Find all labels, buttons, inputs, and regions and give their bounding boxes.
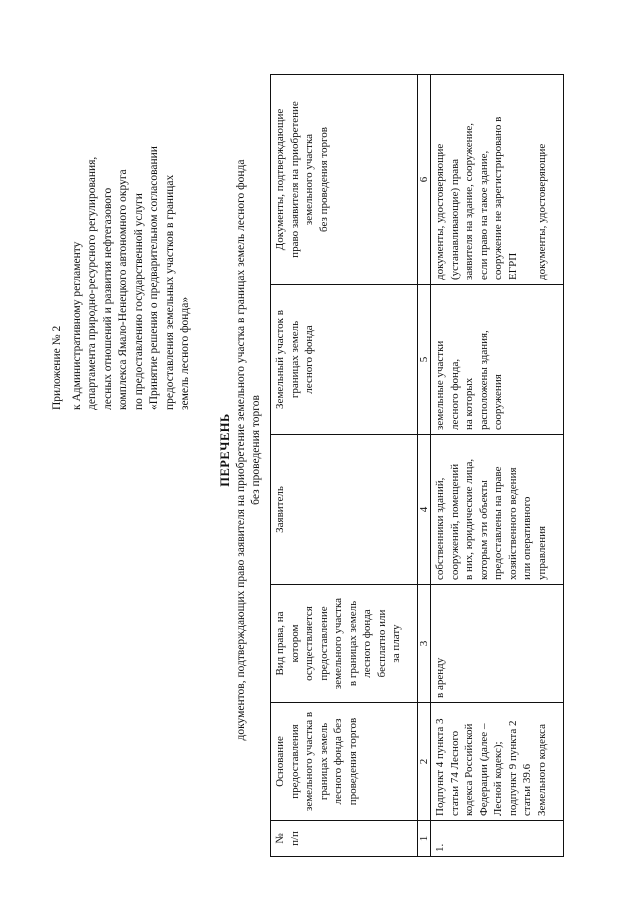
title-heading: ПЕРЕЧЕНЬ xyxy=(218,413,232,487)
appendix-line: «Принятие решения о предварительном согласовании xyxy=(148,146,160,410)
cell-text-line: Основание xyxy=(274,736,286,787)
title-line: без проведения торгов xyxy=(250,395,262,505)
cell-text-line: за плату xyxy=(390,624,402,663)
column-number-row xyxy=(418,75,431,857)
column-number: 1 xyxy=(418,821,431,857)
cell-text-line: (устанавливающие) права xyxy=(448,158,461,280)
cell-text-line: лесного фонда, xyxy=(448,358,461,430)
cell-text-line: п/п xyxy=(288,831,301,846)
cell-text-line: в границах земель xyxy=(346,600,359,687)
cell-text-line: земельного участка xyxy=(332,597,344,690)
cell-text-line: статьи 39.6 xyxy=(521,763,533,816)
cell-text-line: предоставлены на праве xyxy=(492,466,504,580)
appendix-line: к Административному регламенту xyxy=(70,241,83,410)
appendix-line: департамента природно-ресурсного регулирования, xyxy=(86,156,98,410)
cell-text-line: Заявитель xyxy=(274,486,286,533)
cell-text-line: сооружений, помещений xyxy=(448,463,461,580)
cell-text-line: право заявителя на приобретение xyxy=(288,101,301,258)
cell-text-line: лесного фонда xyxy=(303,325,315,394)
cell-text-line: Федерации (далее – xyxy=(477,723,490,816)
cell-text-line: Земельного кодекса xyxy=(535,723,548,816)
cell-text-line: ЕГРП xyxy=(506,252,519,280)
cell-text-line: хозяйственного ведения xyxy=(506,467,519,580)
cell-text-line: собственники зданий, xyxy=(434,477,446,580)
cell-text-line: котором xyxy=(288,624,301,663)
table-cell xyxy=(431,703,564,821)
cell-text-line: статьи 74 Лесного xyxy=(448,730,461,816)
cell-text-line: № xyxy=(274,833,286,844)
column-number: 4 xyxy=(418,435,431,585)
cell-text-line: проведения торгов xyxy=(346,717,359,806)
cell-text-line: или оперативного xyxy=(521,496,533,580)
appendix-line: предоставления земельных участков в границах xyxy=(163,174,176,410)
cell-text-line: Подпункт 4 пункта 3 xyxy=(434,718,446,816)
column-number: 3 xyxy=(418,585,431,703)
table-cell xyxy=(271,75,418,285)
appendix-number: Приложение № 2 xyxy=(51,325,63,410)
cell-text-line: управления xyxy=(535,525,548,580)
cell-text-line: лесного фонда xyxy=(361,609,373,678)
column-number: 6 xyxy=(418,75,431,285)
table-cell xyxy=(431,821,564,857)
cell-text-line: без проведения торгов xyxy=(317,127,330,232)
cell-text-line: документы, удостоверяющие xyxy=(434,143,446,280)
cell-text-line: Вид права, на xyxy=(274,611,286,676)
cell-text-line: земельного участка xyxy=(303,133,315,226)
appendix-line: лесных отношений и развития нефтегазового xyxy=(101,187,114,410)
table-cell xyxy=(271,703,418,821)
table-cell xyxy=(271,821,418,857)
appendix-block xyxy=(50,80,194,410)
cell-text-line: Земельный участок в xyxy=(274,310,286,409)
cell-text-line: документы, удостоверяющие xyxy=(535,143,548,280)
cell-text-line: кодекса Российской xyxy=(463,723,475,816)
column-number: 2 xyxy=(418,703,431,821)
table-cell xyxy=(271,435,418,585)
cell-text-line: лесного фонда без xyxy=(332,718,344,805)
cell-text-line: расположены здания, xyxy=(477,330,490,430)
cell-text-line: на которых xyxy=(463,377,475,430)
cell-text-line: осуществляется xyxy=(303,606,315,681)
table-row xyxy=(431,75,564,857)
documents-table xyxy=(270,74,564,857)
cell-text-line: предоставление xyxy=(317,606,330,681)
cell-text-line: земельные участки xyxy=(434,340,446,430)
table-header-row xyxy=(271,75,418,857)
cell-text-line: бесплатно или xyxy=(375,609,388,678)
table-cell xyxy=(431,585,564,703)
cell-text-line: заявителя на здание, сооружение, xyxy=(463,123,475,280)
table-cell xyxy=(431,435,564,585)
cell-text-line: Лесной кодекс); xyxy=(492,741,504,816)
cell-text-line: подпункт 9 пункта 2 xyxy=(506,720,519,816)
table-cell xyxy=(271,585,418,703)
table-cell xyxy=(431,75,564,285)
cell-text-line: границах земель xyxy=(288,320,301,399)
cell-text-line: Документы, подтверждающие xyxy=(274,108,286,251)
appendix-line: комплекса Ямало-Ненецкого автономного округа xyxy=(117,169,129,410)
column-number: 5 xyxy=(418,285,431,435)
cell-text-line: сооружение не зарегистрировано в xyxy=(492,116,504,280)
cell-text-line: если право на такое здание, xyxy=(477,150,490,280)
cell-text-line: 1. xyxy=(434,843,446,852)
cell-text-line: сооружения xyxy=(492,374,504,430)
table-cell xyxy=(431,285,564,435)
table-cell xyxy=(271,285,418,435)
cell-text-line: которым эти объекты xyxy=(477,480,490,580)
cell-text-line: земельного участка в xyxy=(303,711,315,812)
title-line: документов, подтверждающих право заявителя на приобретение земельного участка в границах земель лесного фонда xyxy=(235,159,247,741)
cell-text-line xyxy=(520,79,535,280)
cell-text-line: в них, юридические лица, xyxy=(463,458,475,580)
cell-text-line: предоставления xyxy=(288,724,301,799)
appendix-line: по предоставлению государственной услуги xyxy=(132,193,145,410)
document-title xyxy=(218,55,264,845)
appendix-line: земель лесного фонда» xyxy=(179,296,191,410)
cell-text-line: границах земель xyxy=(317,722,330,801)
cell-text-line: в аренду xyxy=(434,657,446,698)
